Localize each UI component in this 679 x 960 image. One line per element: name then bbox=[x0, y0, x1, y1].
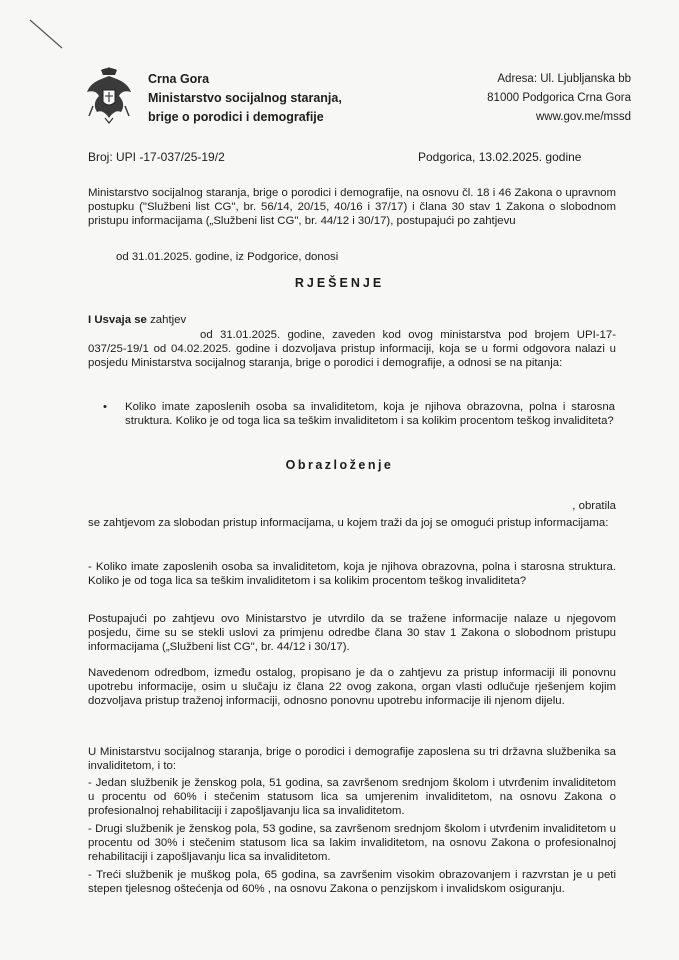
address-line-2: 81000 Podgorica Crna Gora bbox=[487, 92, 631, 104]
montenegro-coat-of-arms-icon bbox=[85, 66, 133, 124]
decision-bullet-text: Koliko imate zaposlenih osoba sa invaliditetom, koja je njihova obrazovna, polna i starosna struktura. Koliko je od toga lica sa teškim invaliditetom i sa kolikim procentom teškog invaliditeta? bbox=[125, 401, 615, 427]
reasoning-p5: U Ministarstvu socijalnog staranja, brige o porodici i demografije zaposlena su tri državna službenika sa invaliditetom, i to: bbox=[88, 746, 616, 772]
address-block bbox=[487, 70, 631, 127]
decision-lead-rest: zahtjev bbox=[150, 314, 187, 326]
reference-number: Broj: UPI -17-037/25-19/2 bbox=[88, 150, 225, 164]
reasoning-p3: Postupajući po zahtjevu ovo Ministarstvo je utvrdilo da se tražene informacije nalaze u njegovom posjedu, čime su se stekli uslovi za primjenu odredbe člana 30 stav 1 Zakona o slobodnom pristupu informacijama („Službeni list CG", br. 44/12 i 30/17). bbox=[88, 613, 616, 653]
reasoning-title: Obrazloženje bbox=[285, 458, 394, 472]
address-line-1: Adresa: Ul. Ljubljanska bb bbox=[497, 73, 631, 85]
decision-bullet bbox=[103, 400, 615, 428]
org-line-3: brige o porodici i demografije bbox=[148, 110, 324, 124]
reasoning-p4: Navedenom odredbom, između ostalog, propisano je da o zahtjevu za pristup informaciji ili ponovnu upotrebu informacije, osim u slučaju iz člana 22 ovog zakona, organ vlasti odlučuje rješenjem kojim dozvoljava pristup traženoj informaciji, odnosno ponovnu upotrebu informacije ili njenom dijelu. bbox=[88, 667, 616, 707]
reasoning-p6: - Jedan službenik je ženskog pola, 51 godina, sa završenom srednjom školom i utvrđenim invaliditetom u procentu od 60% i stečenim statusom lica sa umjerenim invaliditetom, na osnovu Zakona o profesionalnoj rehabilitaciji i zapošljavanju lica sa invaliditetom. bbox=[88, 777, 616, 817]
decision-title: RJEŠENJE bbox=[294, 276, 385, 290]
intro-continuation: od 31.01.2025. godine, iz Podgorice, donosi bbox=[116, 251, 339, 263]
reasoning-p7: - Drugi službenik je ženskog pola, 53 godine, sa završenom srednjom školom i utvrđenim invaliditetom u procentu od 30% i stečenim statusom lica sa lakim invaliditetom, na osnovu Zakona o profesionalnoj rehabilitaciji i zapošljavanju lica sa invaliditetom. bbox=[88, 823, 616, 863]
bullet-icon: • bbox=[103, 401, 107, 413]
org-line-1: Crna Gora bbox=[148, 72, 210, 86]
org-line-2: Ministarstvo socijalnog staranja, bbox=[148, 91, 342, 105]
decision-lead-bold: I Usvaja se bbox=[88, 314, 147, 326]
staple-mark bbox=[28, 18, 68, 54]
ministry-name-block bbox=[148, 70, 342, 127]
document-date: Podgorica, 13.02.2025. godine bbox=[418, 150, 582, 164]
decision-paragraph: od 31.01.2025. godine, zaveden kod ovog ministarstva pod brojem UPI-17-037/25-19/1 od 04.02.2025. godine i dozvoljava pristup informaciji, koja se u formi odgovora nalazi u posjedu Ministarstva socijalnog staranja, brige o porodici i demografije, a odnosi se na pitanja: bbox=[88, 329, 616, 369]
decision-lead bbox=[88, 313, 616, 327]
website-link[interactable]: www.gov.me/mssd bbox=[535, 111, 631, 123]
reasoning-p2: - Koliko imate zaposlenih osoba sa invaliditetom, koja je njihova obrazovna, polna i starosna struktura. Koliko je od toga lica sa teškim invaliditetom i sa kolikim procentom teškog invaliditeta? bbox=[88, 561, 616, 587]
intro-paragraph: Ministarstvo socijalnog staranja, brige o porodici i demografije, na osnovu čl. 18 i 46 Zakona o upravnom postupku ("Službeni list CG", br. 56/14, 20/15, 40/16 i 37/17) i člana 30 stav 1 Zakona o slobodnom pristupu informacijama („Službeni list CG", br. 44/12 i 30/17), postupajući po zahtjevu bbox=[88, 187, 616, 227]
reasoning-p1-end: , obratila bbox=[572, 500, 616, 512]
reasoning-p8: - Treći službenik je muškog pola, 65 godina, sa završenim visokim obrazovanjem i razvrstan je u peti stepen tjelesnog oštećenja od 60% , na osnovu Zakona o penzijskom i invalidskom osiguranju. bbox=[88, 869, 616, 895]
reasoning-p1: se zahtjevom za slobodan pristup informacijama, u kojem traži da joj se omogući pristup informacijama: bbox=[88, 517, 609, 529]
